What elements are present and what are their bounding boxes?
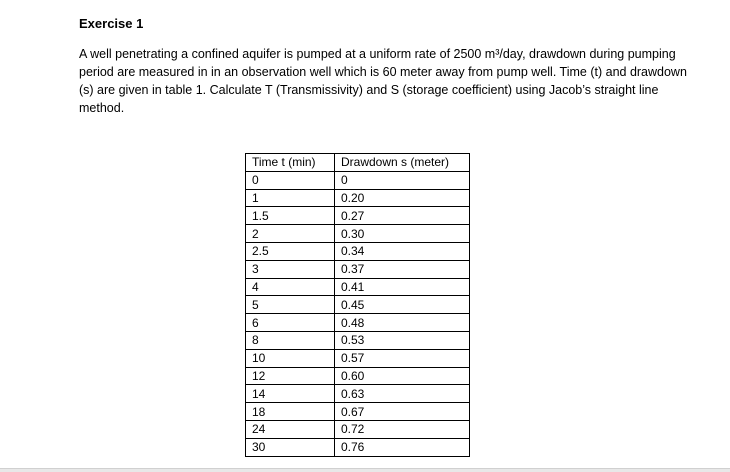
time-cell: 10 [246,349,335,367]
time-cell: 24 [246,420,335,438]
table-row [246,189,470,207]
drawdown-cell: 0.37 [335,260,470,278]
drawdown-cell: 0.76 [335,438,470,456]
table-row [246,242,470,260]
drawdown-cell: 0.67 [335,403,470,421]
drawdown-cell: 0.72 [335,420,470,438]
time-cell: 8 [246,331,335,349]
drawdown-cell: 0.60 [335,367,470,385]
time-cell: 5 [246,296,335,314]
drawdown-cell: 0.45 [335,296,470,314]
table-row [246,171,470,189]
drawdown-cell: 0.57 [335,349,470,367]
drawdown-cell: 0.53 [335,331,470,349]
time-cell: 30 [246,438,335,456]
exercise-heading: Exercise 1 [79,16,144,31]
time-cell: 1.5 [246,207,335,225]
table-row [246,367,470,385]
time-cell: 2.5 [246,242,335,260]
drawdown-cell: 0.30 [335,225,470,243]
table-header-row [246,154,470,172]
drawdown-cell: 0.63 [335,385,470,403]
time-cell: 12 [246,367,335,385]
column-header-drawdown: Drawdown s (meter) [335,154,470,172]
table-row [246,403,470,421]
drawdown-cell: 0.27 [335,207,470,225]
column-header-time: Time t (min) [246,154,335,172]
page-bottom-edge [0,468,730,472]
time-cell: 14 [246,385,335,403]
table-row [246,260,470,278]
table-row [246,207,470,225]
time-cell: 0 [246,171,335,189]
table-row [246,349,470,367]
drawdown-cell: 0.41 [335,278,470,296]
time-cell: 6 [246,314,335,332]
table-row [246,225,470,243]
time-cell: 1 [246,189,335,207]
time-drawdown-table [245,153,470,457]
problem-statement: A well penetrating a confined aquifer is pumped at a uniform rate of 2500 m³/day, drawdown during pumping period are measured in in an observation well which is 60 meter away from pump well. Time (t) and drawdown (s) are given in table 1. Calculate T (Transmissivity) and S (storage coefficient) using Jacob’s straight line method. [79,47,687,115]
table-row [246,420,470,438]
drawdown-cell: 0.34 [335,242,470,260]
table-row [246,438,470,456]
time-cell: 3 [246,260,335,278]
table-row [246,296,470,314]
time-cell: 4 [246,278,335,296]
table-row [246,314,470,332]
table-row [246,278,470,296]
drawdown-cell: 0 [335,171,470,189]
table-row [246,385,470,403]
drawdown-cell: 0.20 [335,189,470,207]
table-row [246,331,470,349]
drawdown-cell: 0.48 [335,314,470,332]
time-cell: 18 [246,403,335,421]
time-cell: 2 [246,225,335,243]
